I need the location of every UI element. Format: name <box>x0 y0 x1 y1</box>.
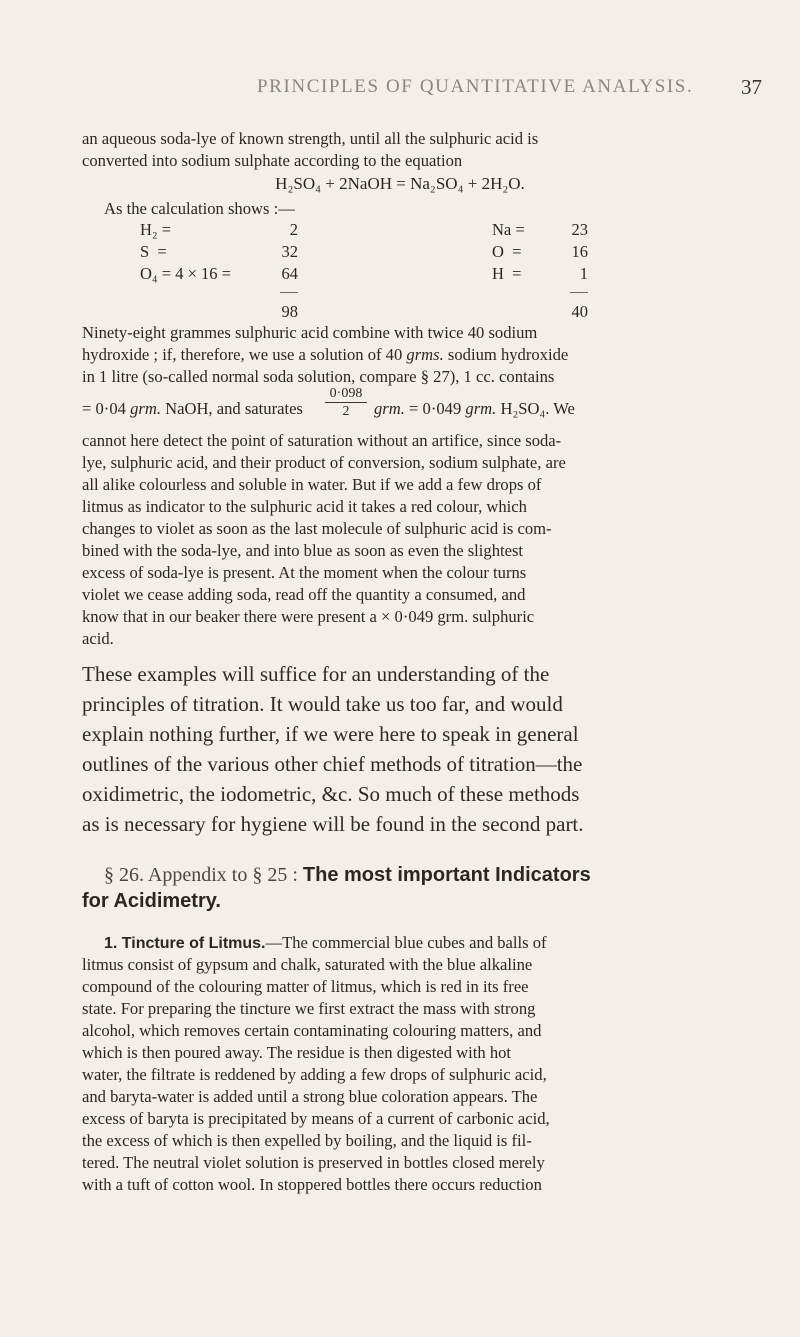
calc-left-value: 32 <box>281 242 298 261</box>
calc-right-value: 23 <box>571 220 588 239</box>
calc-right-rule <box>570 292 588 293</box>
item1-line: tered. The neutral violet solution is preserved in bottles closed merely <box>82 1153 545 1172</box>
calc-right-value: 16 <box>571 242 588 261</box>
para1-rest-line: cannot here detect the point of saturation without an artifice, since soda- <box>82 431 562 450</box>
item1-line: which is then poured away. The residue is then digested with hot <box>82 1043 512 1062</box>
para1-rest-line: know that in our beaker there were present a × 0·049 grm. sulphuric <box>82 607 535 626</box>
page-header <box>0 76 800 102</box>
item1-line: state. For preparing the tincture we first extract the mass with strong <box>82 999 536 1018</box>
item1-line: compound of the colouring matter of litmus, which is red in its free <box>82 977 529 996</box>
para1-rest-line: violet we cease adding soda, read off the quantity a consumed, and <box>82 585 526 604</box>
item1-line: with a tuft of cotton wool. In stoppered bottles there occurs reduction <box>82 1175 542 1194</box>
para1-line-1: Ninety-eight grammes sulphuric acid combine with twice 40 sodium <box>82 323 538 342</box>
large-para-line: oxidimetric, the iodometric, &c. So much of these methods <box>82 782 580 806</box>
fraction <box>325 386 367 419</box>
calc-right-label: Na = <box>492 220 525 239</box>
para1-rest-line: litmus as indicator to the sulphuric acid it takes a red colour, which <box>82 497 527 516</box>
fraction-denominator: 2 <box>342 404 350 419</box>
item1-line: excess of baryta is precipitated by means of a current of carbonic acid, <box>82 1109 550 1128</box>
large-para-line: principles of titration. It would take us too far, and would <box>82 692 563 716</box>
para1-line-4: = 0·04 grm. NaOH, and saturates 0·098 2 grm. = 0·049 grm. H₂SO₄. We <box>82 386 575 419</box>
calc-right-total: 40 <box>571 302 588 321</box>
para1-rest-line: changes to violet as soon as the last molecule of sulphuric acid is com- <box>82 519 552 538</box>
para1-rest-line: bined with the soda-lye, and into blue as soon as even the slightest <box>82 541 524 560</box>
calc-left-total: 98 <box>281 302 298 321</box>
calc-right-label: O = <box>492 242 522 261</box>
fraction-bar <box>325 402 367 403</box>
para1-rest-line: excess of soda-lye is present. At the moment when the colour turns <box>82 563 527 582</box>
item1-line: alcohol, which removes certain contaminating colouring matters, and <box>82 1021 542 1040</box>
para1-rest-line: acid. <box>82 629 114 648</box>
calc-left-value: 2 <box>289 220 298 239</box>
calc-left-label: H₂ = <box>140 220 172 239</box>
section-prefix: § 26. Appendix to § 25 : <box>104 864 303 886</box>
intro-line-1: an aqueous soda-lye of known strength, until all the sulphuric acid is <box>82 129 539 148</box>
item1-title: 1. Tincture of Litmus. <box>104 935 266 952</box>
intro-line-2: converted into sodium sulphate according to the equation <box>82 151 463 170</box>
para1-rest-line: all alike colourless and soluble in water. But if we add a few drops of <box>82 475 542 494</box>
large-para-line: as is necessary for hygiene will be found in the second part. <box>82 812 584 836</box>
calc-left-column <box>140 220 360 320</box>
para1-rest-line: lye, sulphuric acid, and their product of conversion, sodium sulphate, are <box>82 453 566 472</box>
item1-line-1: 1. Tincture of Litmus.—The commercial blue cubes and balls of <box>104 933 547 952</box>
running-head: PRINCIPLES OF QUANTITATIVE ANALYSIS. <box>257 76 694 97</box>
reaction-equation: H₂SO₄ + 2NaOH = Na₂SO₄ + 2H₂O. <box>275 174 525 193</box>
large-para-line: These examples will suffice for an understanding of the <box>82 662 550 686</box>
para1-line-2: hydroxide ; if, therefore, we use a solution of 40 grms. sodium hydroxide <box>82 345 569 364</box>
page-number: 37 <box>741 75 762 99</box>
fraction-numerator: 0·098 <box>329 386 363 401</box>
item1-line: litmus consist of gypsum and chalk, saturated with the blue alkaline <box>82 955 533 974</box>
calc-left-label: S = <box>140 242 167 261</box>
item1-line: and baryta-water is added until a strong blue coloration appears. The <box>82 1087 538 1106</box>
item1-line: the excess of which is then expelled by boiling, and the liquid is fil- <box>82 1131 532 1150</box>
calc-right-value: 1 <box>579 264 588 283</box>
calc-left-label: O₄ = 4 × 16 = <box>140 264 231 283</box>
section-title-continued: for Acidimetry. <box>82 890 221 912</box>
calc-left-value: 64 <box>281 264 298 283</box>
item1-line: water, the filtrate is reddened by adding a few drops of sulphuric acid, <box>82 1065 547 1084</box>
para1-line-3: in 1 litre (so-called normal soda solution, compare § 27), 1 cc. contains <box>82 367 555 386</box>
large-para-line: explain nothing further, if we were here to speak in general <box>82 722 579 746</box>
section-title: The most important Indicators <box>302 864 591 886</box>
calc-right-column <box>492 220 652 320</box>
calc-left-rule <box>280 292 298 293</box>
large-para-line: outlines of the various other chief methods of titration—the <box>82 752 583 776</box>
section-heading <box>104 862 754 888</box>
calc-right-label: H = <box>492 264 522 283</box>
calculation-lead: As the calculation shows :— <box>104 199 295 218</box>
